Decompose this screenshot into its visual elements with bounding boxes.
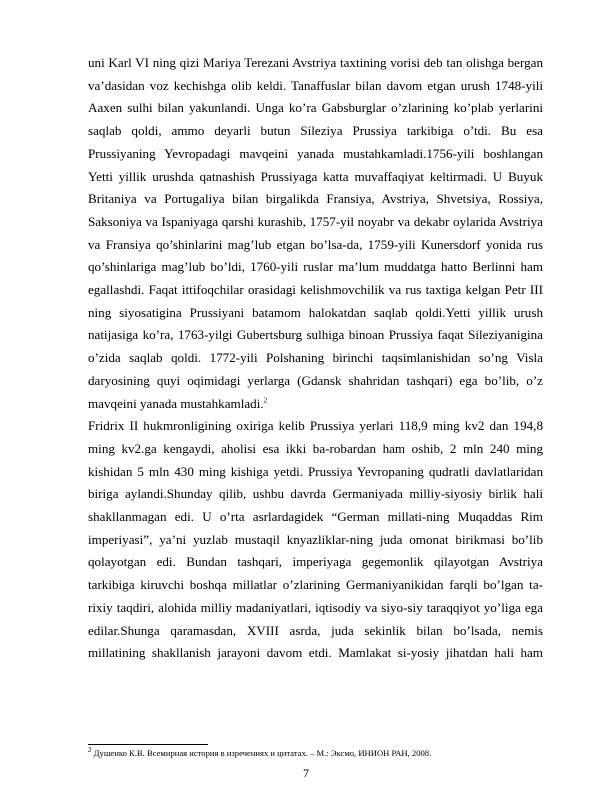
- body-line: qolayotgan edi. Bundan tashqari, imperiyaga gegemonlik qilayotgan Avstriya: [88, 554, 543, 570]
- body-line: o’zida saqlab qoldi. 1772-yili Polshaning birinchi taqsimlanishidan so’ng Visla: [88, 350, 543, 366]
- body-line: natijasiga ko’ra, 1763-yilgi Gubertsburg sulhiga binoan Prussiya faqat Sileziyanigina: [88, 327, 543, 343]
- body-line: biriga aylandi.Shunday qilib, ushbu davrda Germaniyada milliy-siyosiy birlik hali: [88, 486, 543, 502]
- body-line: Fridrix II hukmronligining oxiriga kelib Prussiya yerlari 118,9 ming kv2 dan 194,8: [88, 418, 543, 434]
- body-line: shakllanmagan edi. U o’rta asrlardagidek “German millati-ning Muqaddas Rim: [88, 509, 543, 524]
- body-line: tarkibiga kiruvchi boshqa millatlar o’zlarining Germaniyanikidan farqli bo’lgan ta-: [88, 577, 543, 593]
- body-line: ning siyosatigina Prussiyani batamom halokatdan saqlab qoldi.Yetti yillik urush: [88, 304, 543, 320]
- body-line: saqlab qoldi, ammo deyarli butun Sileziya Prussiya tarkibiga o’tdi. Bu esa: [88, 123, 543, 139]
- body-line: millatining shakllanish jarayoni davom etdi. Mamlakat si-yosiy jihatdan hali ham: [88, 645, 543, 661]
- body-line: Britaniya va Portugaliya bilan birgalikda Fransiya, Avstriya, Shvetsiya, Rossiya,: [88, 191, 543, 207]
- body-line: egallashdi. Faqat ittifoqchilar orasidagi kelishmovchilik va rus taxtiga kelgan Petr III: [88, 282, 543, 297]
- footnote-separator: [88, 744, 208, 745]
- body-line: qo’shinlariga mag’lub bo’ldi, 1760-yili ruslar ma’lum muddatga hatto Berlinni ham: [88, 259, 543, 275]
- page-number: 7: [303, 766, 309, 780]
- body-line: va’dasidan voz kechishga olib keldi. Tanaffuslar bilan davom etgan urush 1748-yili: [88, 77, 543, 93]
- footnote-text: Душенко К.В. Всемирная история в изречениях и цитатах. – М.: Эксмо, ИНИОН РАН, 2008.: [93, 748, 432, 758]
- body-line: Aaxen sulhi bilan yakunlandi. Unga ko’ra Gabsburglar o’zlarining ko’plab yerlarini: [88, 100, 543, 116]
- footnote: [88, 748, 431, 759]
- body-line: daryosining quyi oqimidagi yerlarga (Gdansk shahridan tashqari) ega bo’lib, o’z: [88, 372, 543, 388]
- body-line: kishidan 5 mln 430 ming kishiga yetdi. Prussiya Yevropaning qudratli davlatlaridan: [88, 463, 543, 479]
- body-line: rixiy taqdiri, alohida milliy madaniyatlari, iqtisodiy va siyo-siy taraqqiyot yo’liga ega: [88, 599, 543, 615]
- body-line: va Fransiya qo’shinlarini mag’lub etgan bo’lsa-da, 1759-yili Kunersdorf yonida rus: [88, 236, 543, 252]
- body-line: edilar.Shunga qaramasdan, XVIII asrda, juda sekinlik bilan bo’lsada, nemis: [88, 622, 543, 638]
- body-line: Yetti yillik urushda qatnashish Prussiyaga katta muvaffaqiyat keltirmadi. U Buyuk: [88, 168, 543, 184]
- footnote-marker: 2: [88, 746, 92, 755]
- body-line: Saksoniya va Ispaniyaga qarshi kurashib, 1757-yil noyabr va dekabr oylarida Avstriya: [88, 213, 543, 229]
- footnote-reference: 2: [263, 396, 268, 405]
- body-line: uni Karl VI ning qizi Mariya Terezani Avstriya taxtining vorisi deb tan olishga bergan: [88, 55, 543, 70]
- body-line: ming kv2.ga kengaydi, aholisi esa ikki ba-robardan ham oshib, 2 mln 240 ming: [88, 440, 543, 456]
- body-line: imperiyasi”, ya’ni yuzlab mustaqil knyazliklar-ning juda omonat birikmasi bo’lib: [88, 531, 543, 547]
- body-line: mavqeini yanada mustahkamladi.$^2$: [88, 395, 268, 411]
- body-line: Prussiyaning Yevropadagi mavqeini yanada mustahkamladi.1756-yili boshlangan: [88, 145, 543, 161]
